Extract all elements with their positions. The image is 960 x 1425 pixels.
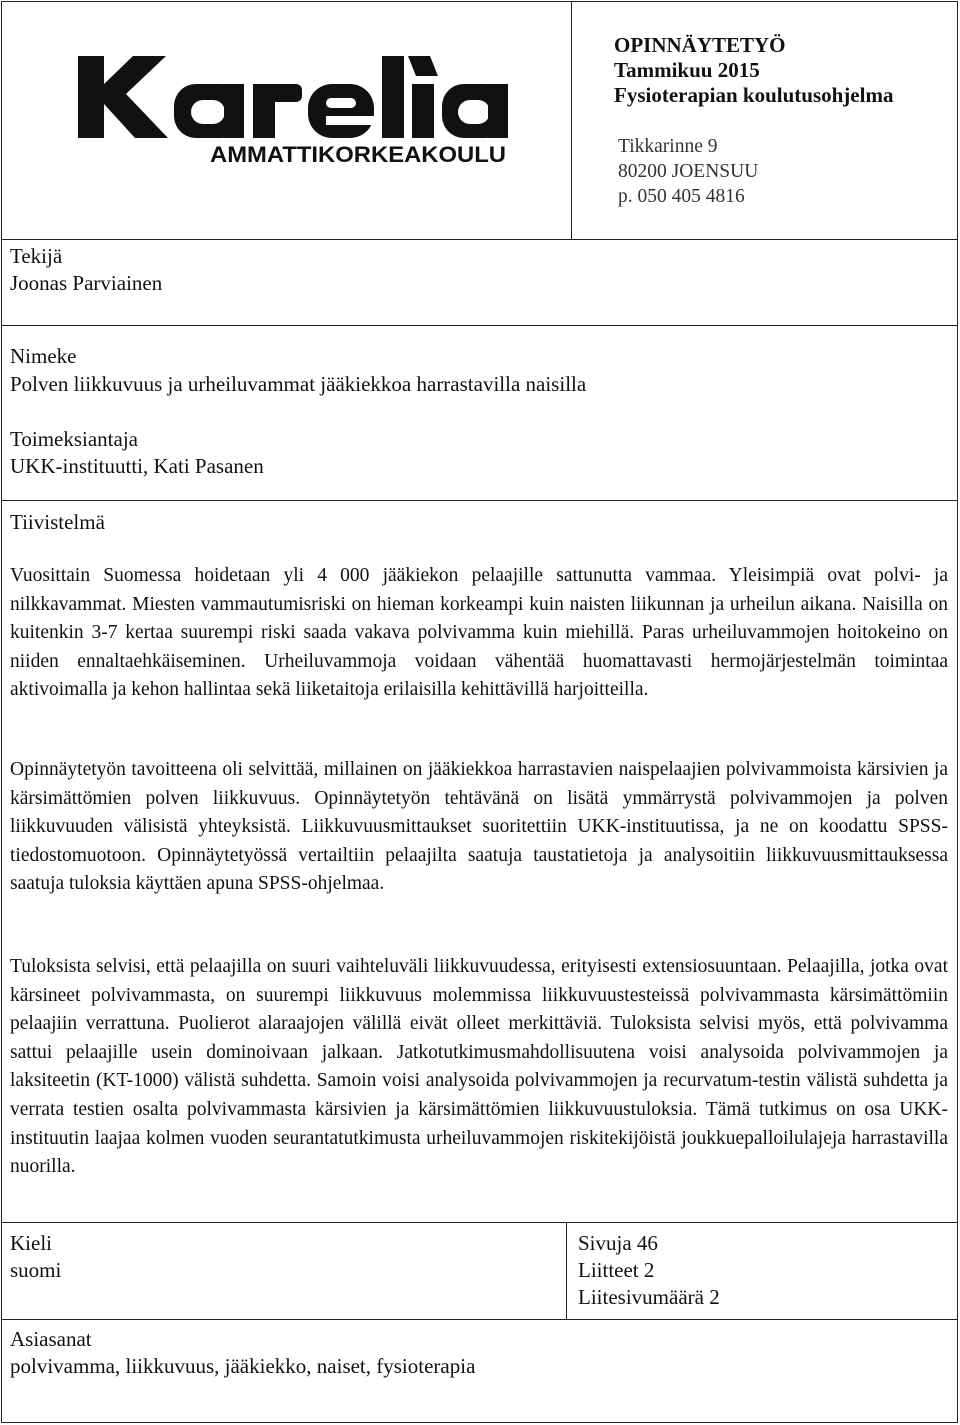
keywords-label: Asiasanat [10, 1327, 92, 1351]
abstract-label: Tiivistelmä [10, 510, 105, 534]
thesis-title: Polven liikkuvuus ja urheiluvammat jääkiekkoa harrastavilla naisilla [10, 372, 587, 396]
attachment-page-count: Liitesivumäärä 2 [578, 1285, 720, 1309]
address-city: 80200 JOENSUU [618, 161, 759, 182]
author-name: Joonas Parviainen [10, 271, 163, 295]
attachment-count: Liitteet 2 [578, 1258, 655, 1282]
abstract-paragraph: Opinnäytetyön tavoitteena oli selvittää, millainen on jääkiekkoa harrastavien naispelaajien polvivammoista kärsivien ja kärsimättömien polven liikkuvuus. Opinnäytetyön tehtävänä on lisätä ymmärrystä polvivammojen ja polven liikkuvuuden välisistä yhteyksistä. Liikkuvuusmittaukset suoritettiin UKK-instituutissa, ja ne on koodattu SPSS-tiedostomuotoon. Opinnäytetyössä vertailtiin pelaajilta saatuja taustatietoja ja analysoitiin liikkuvuusmittauksessa saatuja tuloksia käyttäen apuna SPSS-ohjelmaa. [10, 759, 948, 895]
author-label: Tekijä [10, 244, 63, 268]
abstract-paragraph: Vuosittain Suomessa hoidetaan yli 4 000 jääkiekon pelaajille sattunutta vammaa. Yleisimpiä ovat polvi- ja nilkkavammat. Miesten vammautumisriski on hieman korkeampi kuin naisten liikunnan ja urheilun aikana. Naisilla on kuitenkin 3-7 kertaa suurempi riski saada vakava polvivamma kuin miehillä. Paras urheiluvammojen hoitokeino on niiden ennaltaehkäiseminen. Urheiluvammoja voidaan vähentää huomattavasti hermojärjestelmän toimintaa aktivoimalla ja kehon hallintaa sekä liiketaitoja erilaisilla kehittävillä harjoitteilla. [10, 565, 948, 701]
document-date: Tammikuu 2015 [614, 58, 760, 82]
language-box [1, 1222, 567, 1320]
language-value: suomi [10, 1258, 62, 1282]
language-label: Kieli [10, 1231, 52, 1255]
address-street: Tikkarinne 9 [618, 136, 718, 157]
commissioner-name: UKK-instituutti, Kati Pasanen [10, 454, 264, 478]
document-type: OPINNÄYTETYÖ [614, 33, 786, 57]
page-count: Sivuja 46 [578, 1231, 658, 1255]
phone-number: p. 050 405 4816 [618, 186, 745, 207]
keywords-value: polvivamma, liikkuvuus, jääkiekko, naiset, fysioterapia [10, 1354, 476, 1378]
title-label: Nimeke [10, 344, 77, 368]
commissioner-label: Toimeksiantaja [10, 427, 138, 451]
degree-programme: Fysioterapian koulutusohjelma [614, 83, 894, 107]
logo-subtitle: AMMATTIKORKEAKOULU [210, 142, 506, 166]
karelia-logo [78, 56, 508, 166]
abstract-paragraph: Tuloksista selvisi, että pelaajilla on suuri vaihteluväli liikkuvuudessa, erityisesti extensiosuuntaan. Pelaajilla, jotka ovat kärsineet polvivammasta, on suurempi liikkuvuus molemmissa liikkuvuustesteissä polvivammasta kärsimättömiin pelaajiin verrattuna. Puolierot alaraajojen välillä eivät olleet merkittäviä. Tuloksista selvisi myös, että polvivamma sattui pelaajille usein dominoivaan jalkaan. Jatkotutkimusmahdollisuutena voisi analysoida polvivammojen ja laksiteetin (KT-1000) välistä suhdetta. Samoin voisi analysoida polvivammojen ja recurvatum-testin välistä suhdetta ja verrata testien osalta polvivammasta kärsivien ja kärsimättömien liikkuvuustuloksia. Tämä tutkimus on osa UKK-instituutin laajaa kolmen vuoden seurantatutkimusta urheiluvammojen riskitekijöistä joukkuepalloilulajeja harrastavilla nuorilla. [10, 956, 948, 1178]
